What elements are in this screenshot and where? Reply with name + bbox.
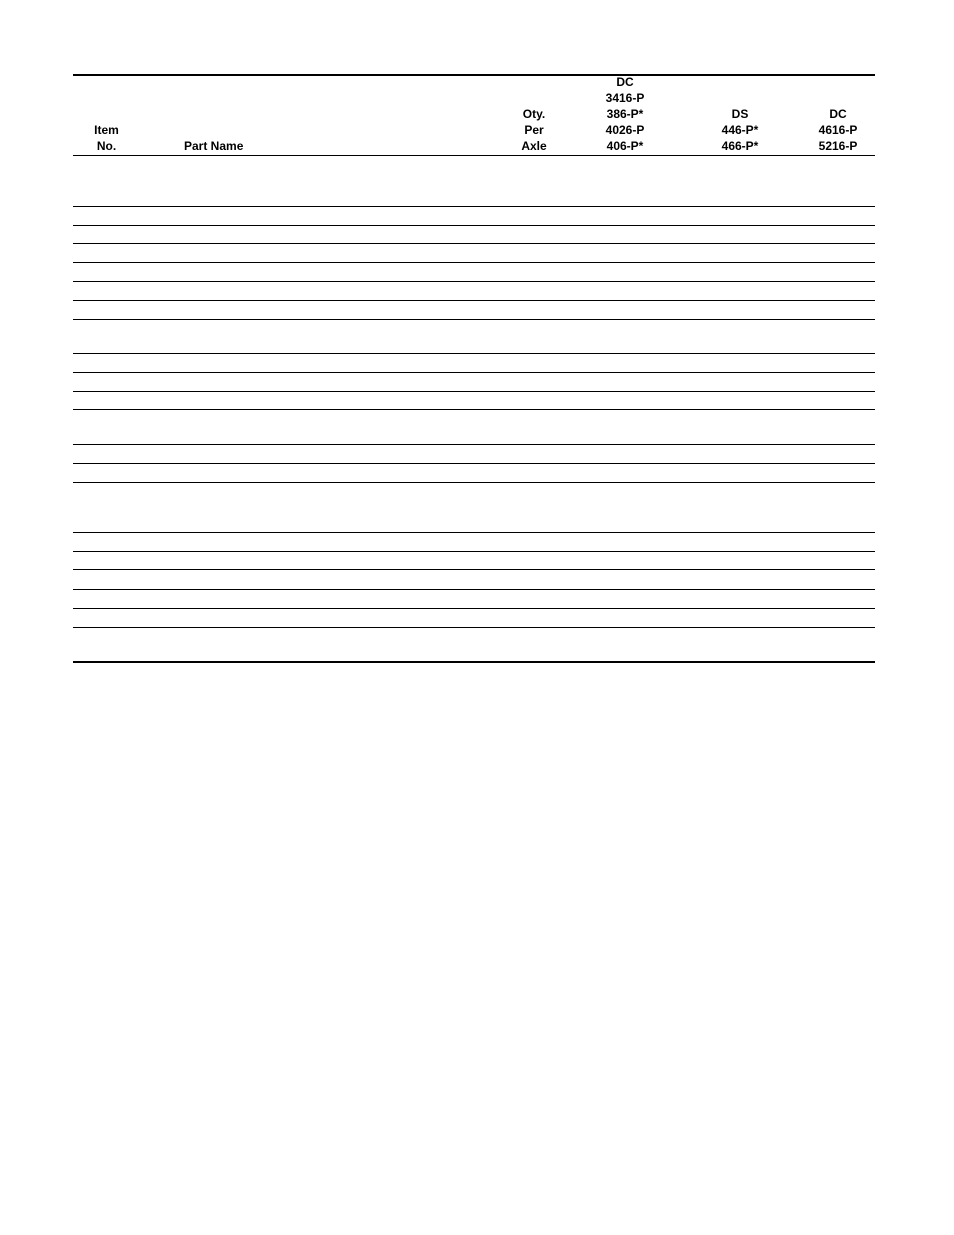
table-row bbox=[73, 570, 875, 590]
parts-table bbox=[73, 74, 875, 663]
header-item-no-line-1: Item bbox=[94, 123, 119, 137]
table-row bbox=[73, 445, 875, 464]
header-dc-3416-line-2: 3416-P bbox=[605, 91, 645, 105]
table-row bbox=[73, 282, 875, 301]
header-item-no bbox=[91, 122, 122, 154]
header-item-no-line-2: No. bbox=[96, 139, 117, 153]
header-dc-4616-line-1: DC bbox=[829, 107, 847, 121]
table-row bbox=[73, 301, 875, 320]
table-row bbox=[73, 483, 875, 533]
header-ds-446 bbox=[710, 106, 770, 154]
header-dc-4616 bbox=[808, 106, 868, 154]
table-row bbox=[73, 590, 875, 609]
table-row bbox=[73, 226, 875, 244]
table-row bbox=[73, 354, 875, 373]
header-qty-line-2: Per bbox=[524, 123, 544, 137]
header-dc-4616-line-2: 4616-P bbox=[818, 123, 858, 137]
header-ds-446-line-2: 446-P* bbox=[721, 123, 759, 137]
header-qty-line-3: Axle bbox=[521, 139, 547, 153]
table-row bbox=[73, 156, 875, 207]
header-part-name-line-1: Part Name bbox=[184, 139, 244, 153]
table-row bbox=[73, 552, 875, 570]
table-row bbox=[73, 392, 875, 410]
header-part-name bbox=[184, 138, 254, 154]
header-dc-3416-line-3: 386-P* bbox=[606, 107, 644, 121]
table-row bbox=[73, 263, 875, 282]
table-row bbox=[73, 609, 875, 628]
table-row bbox=[73, 207, 875, 226]
header-dc-3416-line-4: 4026-P bbox=[605, 123, 645, 137]
table-row bbox=[73, 628, 875, 663]
header-ds-446-line-3: 466-P* bbox=[721, 139, 759, 153]
header-dc-4616-line-3: 5216-P bbox=[818, 139, 858, 153]
table-header bbox=[73, 74, 875, 156]
table-row bbox=[73, 464, 875, 483]
table-row bbox=[73, 533, 875, 552]
table-row bbox=[73, 320, 875, 354]
header-qty-line-1: Oty. bbox=[522, 107, 546, 121]
header-qty-per-axle bbox=[515, 106, 553, 154]
table-row bbox=[73, 373, 875, 392]
header-dc-3416-line-5: 406-P* bbox=[606, 139, 644, 153]
table-row bbox=[73, 410, 875, 445]
header-dc-3416-line-1: DC bbox=[616, 75, 634, 89]
table-row bbox=[73, 244, 875, 263]
header-ds-446-line-1: DS bbox=[731, 107, 749, 121]
header-dc-3416 bbox=[595, 74, 655, 154]
